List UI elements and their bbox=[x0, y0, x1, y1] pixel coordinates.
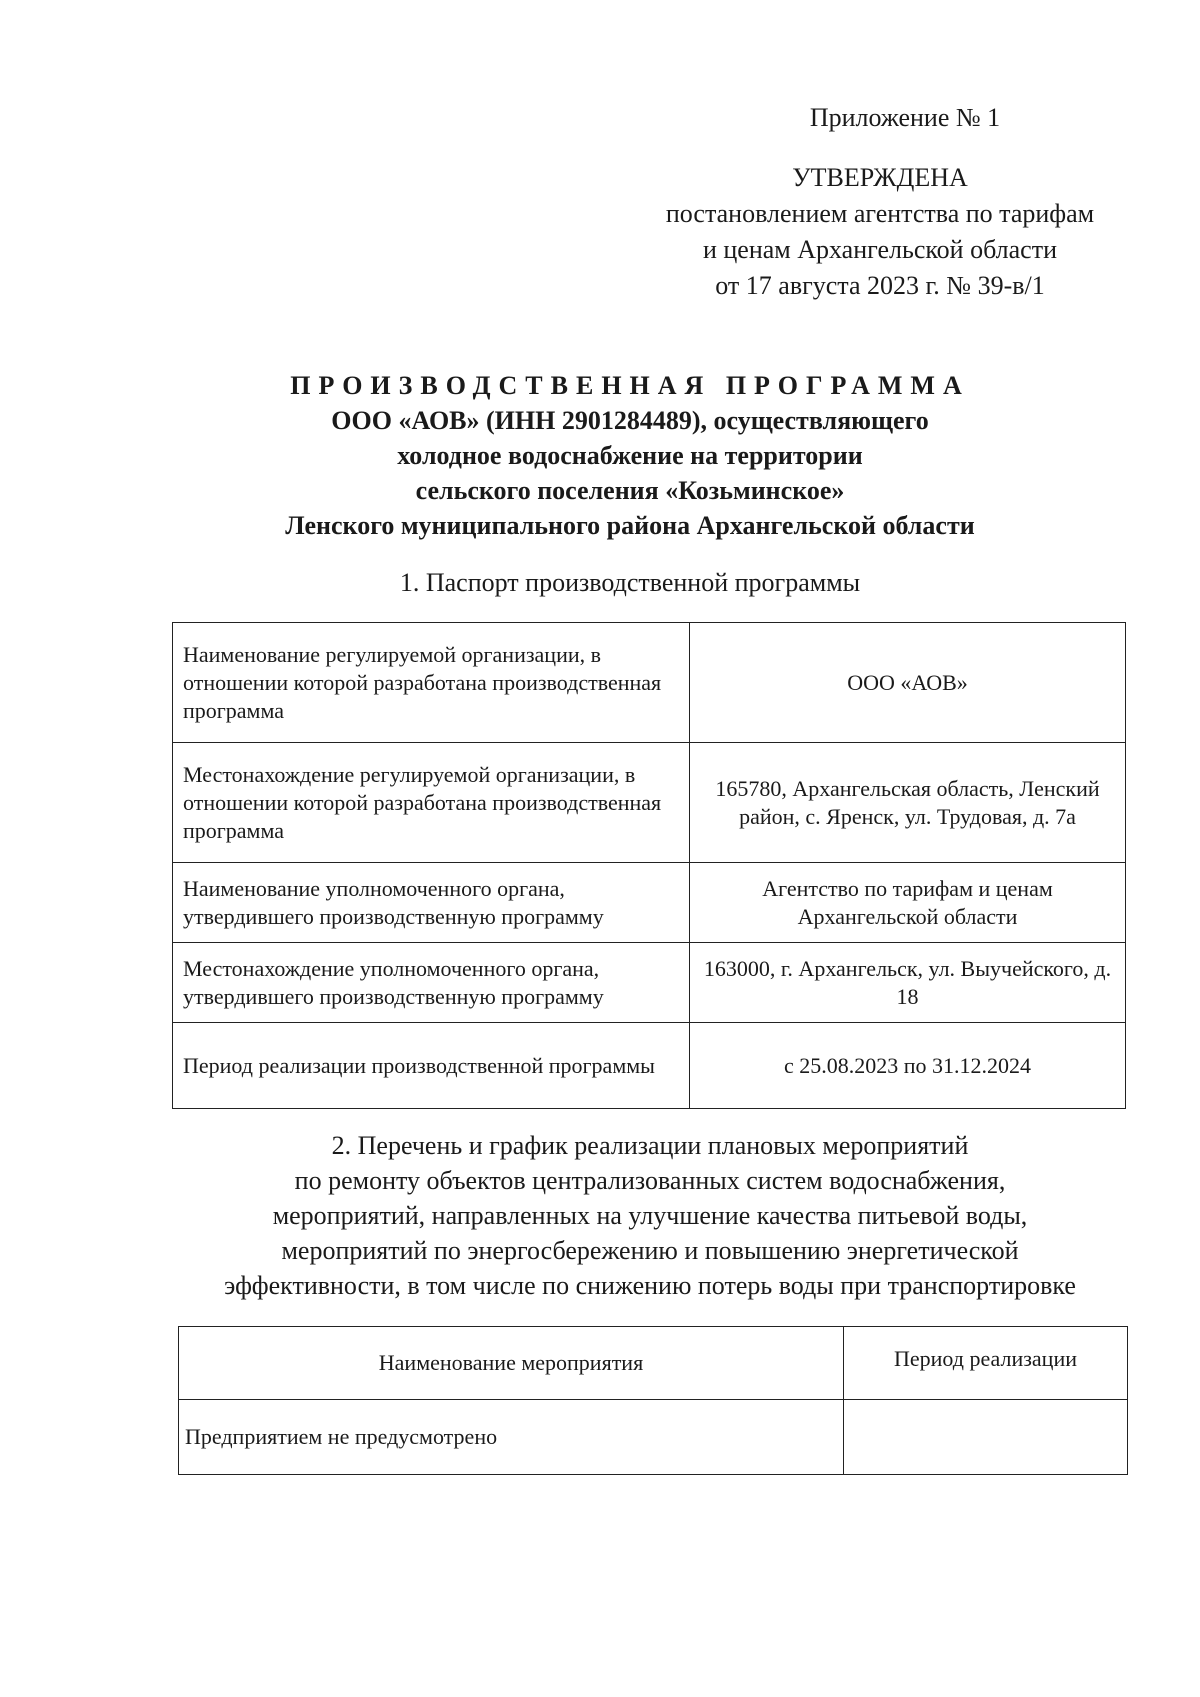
approval-stamp-block bbox=[640, 100, 1120, 304]
section2-title-block bbox=[160, 1128, 1140, 1303]
section1-title: 1. Паспорт производственной программы bbox=[399, 568, 861, 597]
table-row bbox=[173, 1023, 1126, 1109]
passport-label: Местонахождение уполномоченного органа, утвердившего производственную программу bbox=[173, 943, 690, 1023]
column-header-measure-name: Наименование мероприятия bbox=[179, 1327, 844, 1400]
table-row bbox=[179, 1400, 1128, 1475]
passport-table bbox=[172, 622, 1126, 1109]
program-title-block bbox=[160, 368, 1100, 543]
program-title-line: Ленского муниципального района Архангельской области bbox=[285, 511, 975, 540]
table-row bbox=[173, 743, 1126, 863]
passport-value: с 25.08.2023 по 31.12.2024 bbox=[690, 1023, 1126, 1109]
section2-title-line: 2. Перечень и график реализации плановых мероприятий bbox=[331, 1131, 969, 1160]
table-header-row bbox=[179, 1327, 1128, 1400]
passport-value: 165780, Архангельская область, Ленский район, с. Яренск, ул. Трудовая, д. 7а bbox=[690, 743, 1126, 863]
passport-label: Наименование уполномоченного органа, утвердившего производственную программу bbox=[173, 863, 690, 943]
passport-value: 163000, г. Архангельск, ул. Выучейского, д. 18 bbox=[690, 943, 1126, 1023]
passport-label: Наименование регулируемой организации, в отношении которой разработана производственная программа bbox=[173, 623, 690, 743]
appendix-number: Приложение № 1 bbox=[809, 103, 1001, 132]
section2-title-line: эффективности, в том числе по снижению потерь воды при транспортировке bbox=[224, 1271, 1076, 1300]
column-header-period: Период реализации bbox=[844, 1327, 1128, 1400]
program-title-line: холодное водоснабжение на территории bbox=[397, 441, 863, 470]
section2-title-line: по ремонту объектов централизованных систем водоснабжения, bbox=[294, 1166, 1006, 1195]
measures-table bbox=[178, 1326, 1128, 1475]
table-row bbox=[173, 943, 1126, 1023]
section2-title-line: мероприятий по энергосбережению и повышению энергетической bbox=[281, 1236, 1019, 1265]
measure-period-cell bbox=[844, 1400, 1128, 1475]
passport-value: ООО «АОВ» bbox=[690, 623, 1126, 743]
table-row bbox=[173, 863, 1126, 943]
approved-heading: УТВЕРЖДЕНА bbox=[792, 163, 968, 192]
approval-line: от 17 августа 2023 г. № 39-в/1 bbox=[715, 271, 1045, 300]
passport-value: Агентство по тарифам и ценам Архангельской области bbox=[690, 863, 1126, 943]
section2-title-line: мероприятий, направленных на улучшение качества питьевой воды, bbox=[272, 1201, 1028, 1230]
passport-label: Местонахождение регулируемой организации, в отношении которой разработана производственная программа bbox=[173, 743, 690, 863]
measure-name-cell: Предприятием не предусмотрено bbox=[179, 1400, 844, 1475]
table-row bbox=[173, 623, 1126, 743]
approval-line: и ценам Архангельской области bbox=[702, 235, 1058, 264]
passport-label: Период реализации производственной программы bbox=[173, 1023, 690, 1109]
program-heading: ПРОИЗВОДСТВЕННАЯ ПРОГРАММА bbox=[290, 371, 970, 400]
program-title-line: ООО «АОВ» (ИНН 2901284489), осуществляющего bbox=[331, 406, 929, 435]
approval-line: постановлением агентства по тарифам bbox=[665, 199, 1095, 228]
program-title-line: сельского поселения «Козьминское» bbox=[415, 476, 845, 505]
